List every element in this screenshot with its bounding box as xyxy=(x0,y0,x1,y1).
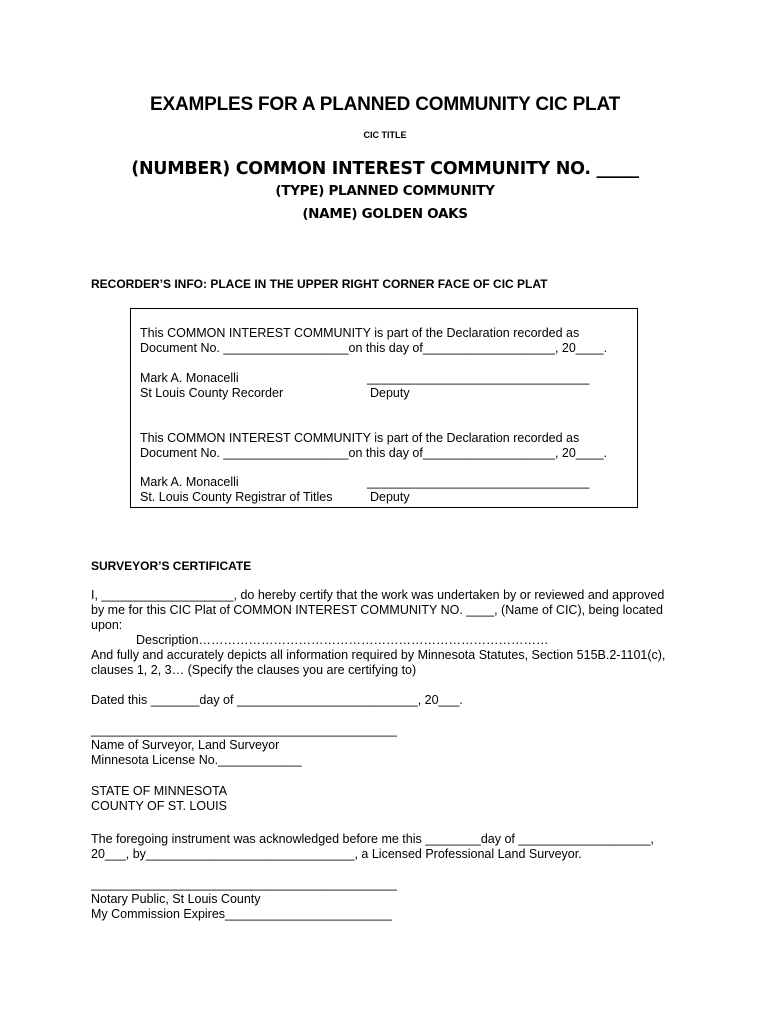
surveyor-dated-line: Dated this _______day of __________________________, 20___. xyxy=(91,693,463,707)
notary-commission-expires: My Commission Expires________________________ xyxy=(91,907,392,921)
surveyor-para1-line1: I, ___________________, do hereby certify that the work was undertaken by or reviewed and approved xyxy=(91,588,665,602)
cic-type-heading: (TYPE) PLANNED COMMUNITY xyxy=(275,183,495,199)
surveyor-description: Description………………………………………………………………………… xyxy=(136,633,549,647)
recorder-block2-line2: Document No. __________________on this day of___________________, 20____. xyxy=(140,446,608,460)
notary-ack-line1: The foregoing instrument was acknowledged before me this ________day of ___________________, xyxy=(91,832,654,846)
recorder-block1-line1: This COMMON INTEREST COMMUNITY is part of the Declaration recorded as xyxy=(140,326,580,340)
recorder-info-heading: RECORDER’S INFO: PLACE IN THE UPPER RIGHT CORNER FACE OF CIC PLAT xyxy=(91,277,548,291)
notary-public-label: Notary Public, St Louis County xyxy=(91,892,261,906)
recorder-block2-title: St. Louis County Registrar of Titles xyxy=(140,490,333,504)
notary-state: STATE OF MINNESOTA xyxy=(91,784,228,798)
recorder-block2-name: Mark A. Monacelli xyxy=(140,475,239,489)
recorder-block2-deputy: Deputy xyxy=(370,490,410,504)
notary-ack-line2: 20___, by______________________________, a Licensed Professional Land Surveyor. xyxy=(91,847,582,861)
recorder-block1-deputy: Deputy xyxy=(370,386,410,400)
cic-name-heading: (NAME) GOLDEN OAKS xyxy=(302,206,468,222)
surveyor-para1-line2: by me for this CIC Plat of COMMON INTEREST COMMUNITY NO. ____, (Name of CIC), being located xyxy=(91,603,663,617)
surveyor-para1-line3: upon: xyxy=(91,618,123,632)
recorder-block1-name: Mark A. Monacelli xyxy=(140,371,239,385)
recorder-box xyxy=(130,308,638,508)
surveyor-para2-line1: And fully and accurately depicts all information required by Minnesota Statutes, Section 515B.2-1101(c), xyxy=(91,648,666,662)
surveyor-signature-line: ____________________________________________ xyxy=(91,723,397,737)
recorder-block1-signature-line: ________________________________ xyxy=(367,371,590,385)
surveyor-license: Minnesota License No.____________ xyxy=(91,753,302,767)
recorder-block1-title: St Louis County Recorder xyxy=(140,386,284,400)
surveyor-para2-line2: clauses 1, 2, 3… (Specify the clauses you are certifying to) xyxy=(91,663,417,677)
recorder-block1-line2: Document No. __________________on this day of___________________, 20____. xyxy=(140,341,608,355)
page-title: EXAMPLES FOR A PLANNED COMMUNITY CIC PLAT xyxy=(150,94,620,115)
cic-number-heading: (NUMBER) COMMON INTEREST COMMUNITY NO. _____ xyxy=(131,159,639,179)
surveyor-name: Name of Surveyor, Land Surveyor xyxy=(91,738,280,752)
recorder-block2-line1: This COMMON INTEREST COMMUNITY is part of the Declaration recorded as xyxy=(140,431,580,445)
cic-title-label: CIC TITLE xyxy=(363,130,407,140)
notary-signature-line: ____________________________________________ xyxy=(91,877,397,891)
surveyor-certificate-heading: SURVEYOR’S CERTIFICATE xyxy=(91,559,252,573)
recorder-block2-signature-line: ________________________________ xyxy=(367,475,590,489)
notary-county: COUNTY OF ST. LOUIS xyxy=(91,799,227,813)
